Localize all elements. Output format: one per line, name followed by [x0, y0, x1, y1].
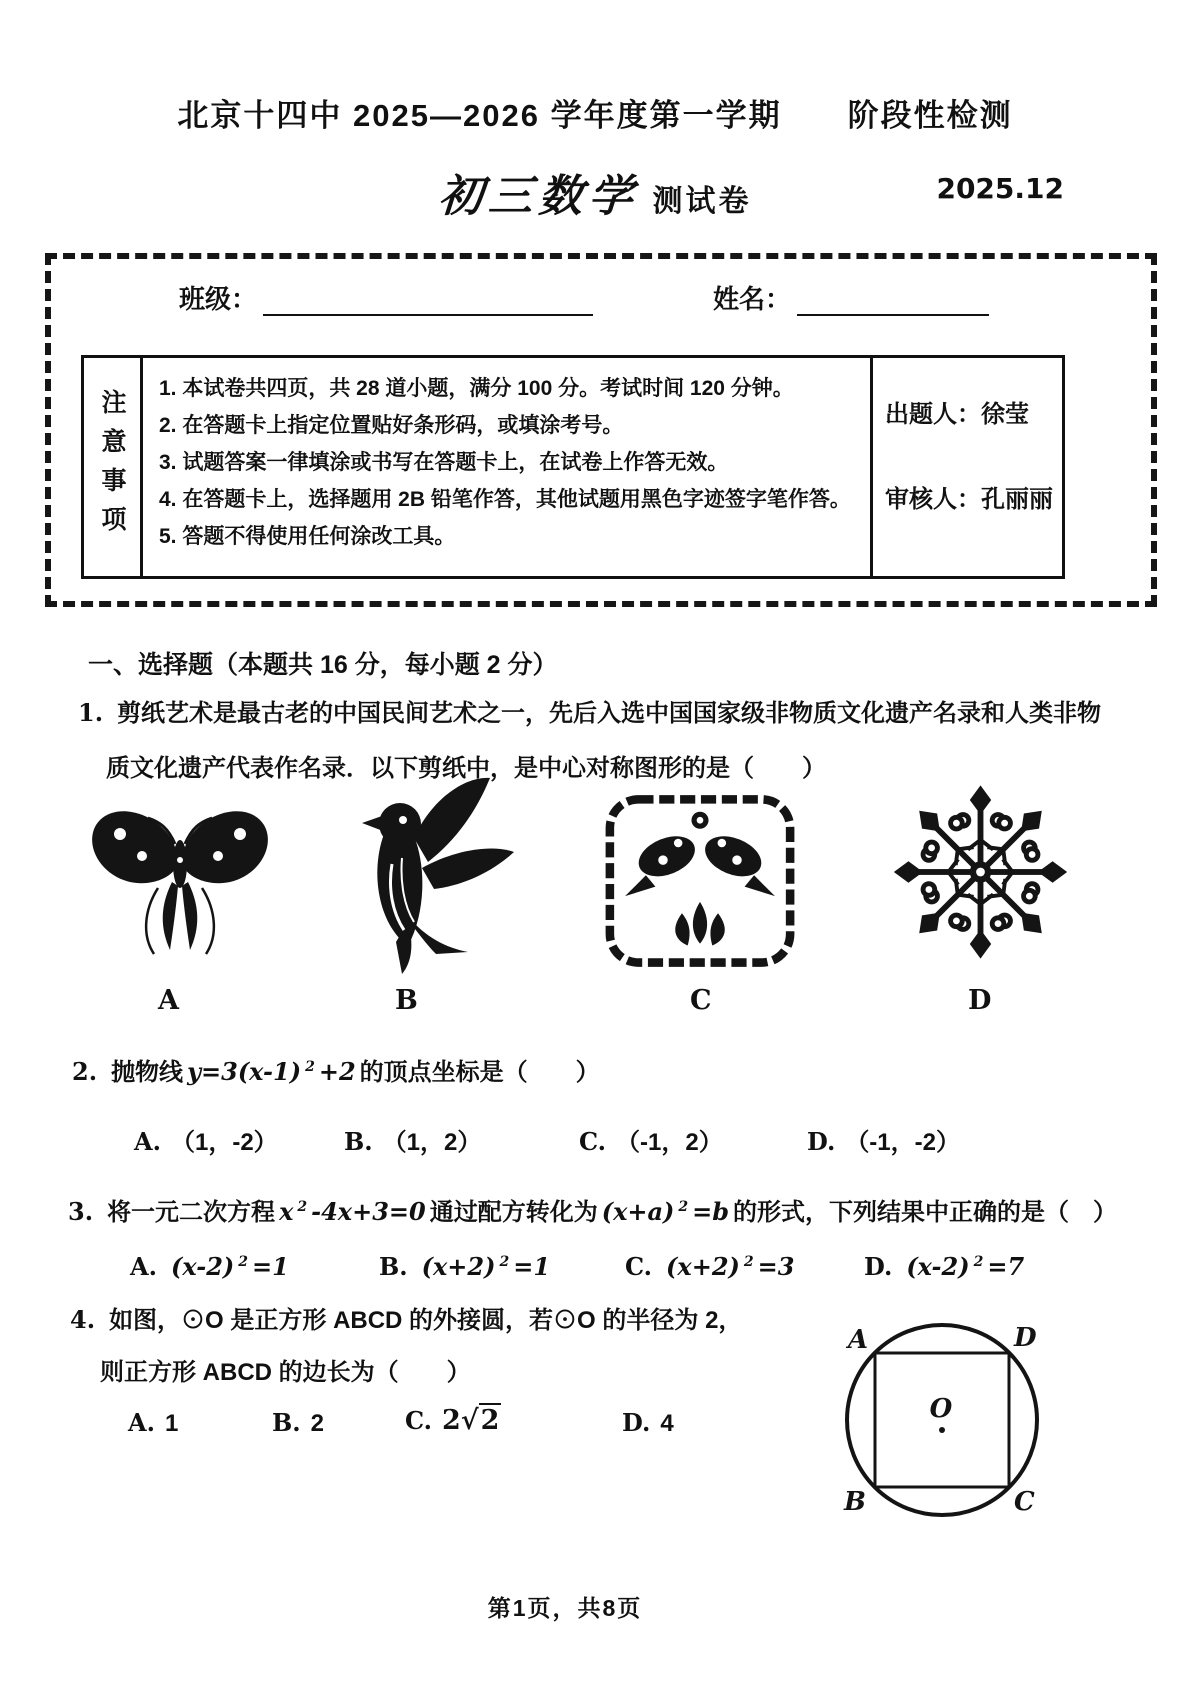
notice-item: 1. 本试卷共四页，共 28 道小题，满分 100 分。考试时间 120 分钟。 — [159, 377, 794, 400]
q3-expr-form: (x+a) — [601, 1197, 675, 1226]
notice-item: 4. 在答题卡上，选择题用 2B 铅笔作答，其他试题用黑色字迹签字笔作答。 — [159, 488, 851, 511]
question-2-stem — [72, 1052, 600, 1087]
question-2-post: 的顶点坐标是（ ） — [359, 1059, 600, 1086]
option-expr: (x+2) — [421, 1252, 496, 1281]
q2-option-b — [344, 1122, 481, 1157]
option-radicand: 2 — [480, 1405, 500, 1436]
page-footer: 第1页，共8页 — [487, 1595, 643, 1621]
q3-expr-x: x — [279, 1197, 294, 1226]
option-text: （1，-2） — [170, 1129, 278, 1156]
option-label: B. — [272, 1408, 301, 1437]
notice-side-label: 注意事项 — [98, 389, 126, 545]
option-label: D. — [622, 1408, 651, 1437]
option-label: C. — [405, 1406, 433, 1435]
option-expr: (x-2) — [906, 1252, 970, 1281]
section-heading: 一、选择题（本题共 16 分，每小题 2 分） — [88, 651, 558, 679]
option-eq: =1 — [252, 1252, 289, 1281]
question-2-number: 2. — [72, 1057, 98, 1086]
reviewer-name: 审核人：孔丽丽 — [885, 486, 1053, 513]
option-exponent: 2 — [743, 1254, 754, 1270]
question-1-number: 1. — [78, 698, 104, 727]
papercut-swallow-image — [352, 772, 527, 977]
question-3-post: 的形式，下列结果中正确的是（ ） — [733, 1199, 1118, 1226]
class-field — [179, 279, 593, 316]
option-eq: =1 — [513, 1252, 551, 1281]
papercut-butterfly-image — [80, 798, 280, 958]
option-text: （-1，2） — [616, 1129, 723, 1156]
q4-option-d — [622, 1408, 674, 1438]
question-2-pre: 抛物线 — [111, 1059, 184, 1086]
name-field-label: 姓名： — [713, 284, 792, 314]
option-coefficient: 2 — [442, 1405, 461, 1436]
q3-option-a — [130, 1252, 293, 1282]
question-4-text-1: 如图，⊙O 是正方形 ABCD 的外接圆，若⊙O 的半径为 2， — [109, 1307, 743, 1334]
option-eq: =3 — [757, 1252, 795, 1281]
paper-type-label: 测试卷 — [652, 185, 752, 218]
q4-option-a — [128, 1408, 178, 1438]
option-label: B. — [379, 1252, 408, 1281]
q3-option-c — [625, 1252, 798, 1282]
question-3-mid: 通过配方转化为 — [429, 1199, 598, 1226]
option-expr: (x+2) — [666, 1252, 740, 1281]
q4-option-c — [405, 1405, 501, 1436]
image-label-d: D — [968, 985, 992, 1016]
papercut-snowflake-image — [888, 778, 1073, 966]
question-4-line-1 — [70, 1300, 742, 1335]
question-1-line-2: 质文化遗产代表作名录．以下剪纸中，是中心对称图形的是（ ） — [106, 755, 826, 782]
option-text: （-1，-2） — [845, 1129, 960, 1156]
q4-option-b — [272, 1408, 324, 1438]
q3-expr-eq: =b — [692, 1197, 730, 1226]
notice-item: 3. 试题答案一律填涂或书写在答题卡上，在试卷上作答无效。 — [159, 451, 729, 474]
option-label: A. — [134, 1127, 161, 1156]
notice-items — [143, 358, 870, 576]
sqrt-symbol: √ — [460, 1405, 479, 1436]
notice-item: 5. 答题不得使用任何涂改工具。 — [159, 525, 456, 548]
papercut-fish-image — [600, 788, 800, 973]
q3-exponent-1: 2 — [297, 1199, 308, 1215]
name-blank-line — [797, 286, 989, 316]
q2-exponent: 2 — [305, 1059, 315, 1075]
figure-label-b: B — [844, 1487, 866, 1517]
dashed-info-box — [45, 253, 1157, 607]
figure-label-o-c: C — [1014, 1487, 1035, 1517]
notice-table — [81, 355, 1065, 579]
notice-item: 2. 在答题卡上指定位置贴好条形码，或填涂考号。 — [159, 414, 624, 437]
option-text: 4 — [660, 1410, 674, 1437]
class-blank-line — [263, 286, 593, 316]
option-label: C. — [625, 1252, 653, 1281]
option-exponent: 2 — [499, 1254, 510, 1270]
name-field — [713, 279, 989, 316]
q2-option-c — [579, 1122, 723, 1157]
question-3-stem — [68, 1192, 1117, 1227]
q2-option-a — [134, 1122, 278, 1157]
question-3-pre: 将一元二次方程 — [107, 1199, 276, 1226]
option-expr: (x-2) — [170, 1252, 235, 1281]
setter-name: 出题人：徐莹 — [885, 401, 1029, 428]
option-label: D. — [864, 1252, 893, 1281]
exam-date: 2025.12 — [936, 172, 1064, 205]
q3-exponent-2: 2 — [678, 1199, 689, 1215]
image-label-a: A — [158, 985, 179, 1016]
subject-calligraphy: 初三数学 — [436, 171, 640, 222]
option-label: B. — [344, 1127, 373, 1156]
option-label: C. — [579, 1127, 607, 1156]
option-eq: =7 — [987, 1252, 1025, 1281]
figure-label-a: A — [847, 1325, 868, 1355]
option-text: 1 — [164, 1410, 179, 1437]
image-label-b: B — [395, 985, 418, 1016]
option-text: （1，2） — [382, 1129, 482, 1156]
center-dot — [939, 1427, 945, 1433]
option-exponent: 2 — [973, 1254, 984, 1270]
option-exponent: 2 — [238, 1254, 248, 1270]
q2-expression-tail: +2 — [318, 1057, 356, 1086]
figure-label-d: D — [1014, 1323, 1037, 1353]
q3-option-b — [379, 1252, 554, 1282]
image-label-c: C — [690, 985, 712, 1016]
notice-side-column — [84, 358, 143, 576]
figure-label-o: O — [929, 1394, 953, 1424]
option-label: A. — [130, 1252, 157, 1281]
q3-expr-rest: -4x+3=0 — [311, 1197, 426, 1226]
q4-circle-figure — [828, 1312, 1056, 1530]
notice-right-column — [870, 358, 1062, 576]
question-4-number: 4. — [70, 1305, 96, 1334]
option-label: D. — [807, 1127, 836, 1156]
q3-option-d — [864, 1252, 1028, 1282]
q2-expression: y=3(x-1) — [187, 1057, 302, 1086]
question-3-number: 3. — [68, 1197, 94, 1226]
class-field-label: 班级： — [179, 284, 258, 314]
question-4-line-2: 则正方形 ABCD 的边长为（ ） — [100, 1359, 471, 1386]
option-label: A. — [128, 1408, 155, 1437]
page-title: 北京十四中 2025—2026 学年度第一学期 阶段性检测 — [177, 98, 1013, 133]
question-1-text: 剪纸艺术是最古老的中国民间艺术之一，先后入选中国国家级非物质文化遗产名录和人类非物 — [117, 700, 1102, 727]
question-1-line-1 — [78, 693, 1101, 728]
q2-option-d — [807, 1122, 960, 1157]
option-text: 2 — [310, 1410, 324, 1437]
